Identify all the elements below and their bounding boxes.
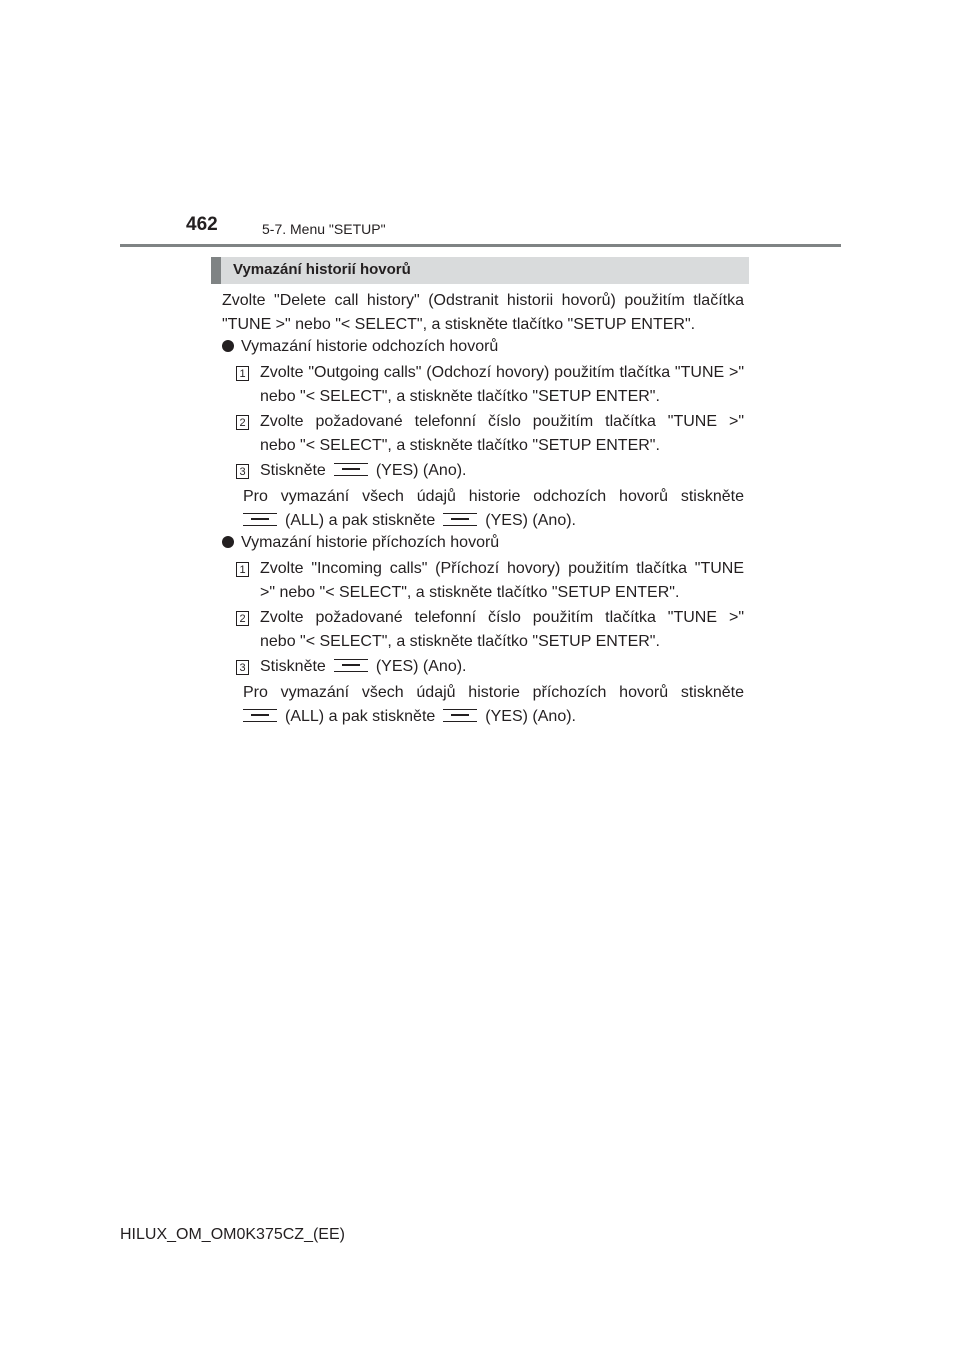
- step-number-2: 2: [236, 611, 249, 626]
- all-button-icon: [243, 513, 277, 526]
- section-heading: [211, 257, 749, 284]
- step-text-after: (YES) (Ano).: [375, 658, 467, 675]
- all-button-icon: [243, 709, 277, 722]
- step-number-1: 1: [236, 366, 249, 381]
- bullet-icon: [222, 536, 234, 548]
- page-number: 462: [186, 214, 218, 235]
- bullet-outgoing: [222, 335, 744, 359]
- step-text-after: (YES) (Ano).: [375, 462, 467, 479]
- outgoing-step-3: [260, 459, 744, 483]
- document-footer: HILUX_OM_OM0K375CZ_(EE): [120, 1226, 345, 1243]
- incoming-step-3: [260, 655, 744, 679]
- step-number-2: 2: [236, 415, 249, 430]
- incoming-step-2: [260, 606, 744, 654]
- section-heading-text: Vymazání historií hovorů: [233, 261, 411, 278]
- header-rule: [120, 244, 841, 247]
- bullet-incoming: [222, 531, 744, 555]
- yes-button-icon: [443, 709, 477, 722]
- yes-button-icon: [443, 513, 477, 526]
- step-line: nebo "< SELECT", a stiskněte tlačítko "SETUP ENTER".: [260, 437, 660, 454]
- note-line-2: [243, 705, 744, 729]
- step-line: Zvolte "Outgoing calls" (Odchozí hovory) použitím tlačítka "TUNE >": [260, 364, 744, 381]
- outgoing-note: [243, 485, 744, 533]
- yes-button-icon: [334, 659, 368, 672]
- step-text-before: Stiskněte: [260, 462, 326, 479]
- bullet-outgoing-text: Vymazání historie odchozích hovorů: [241, 338, 499, 355]
- incoming-step-1: [260, 557, 744, 605]
- intro-line: Zvolte "Delete call history" (Odstranit historii hovorů) použitím tlačítka: [222, 292, 744, 309]
- step-line: Zvolte požadované telefonní číslo použitím tlačítka "TUNE >": [260, 413, 744, 430]
- step-line: nebo "< SELECT", a stiskněte tlačítko "SETUP ENTER".: [260, 633, 660, 650]
- step-line: >" nebo "< SELECT", a stiskněte tlačítko "SETUP ENTER".: [260, 584, 680, 601]
- step-line: nebo "< SELECT", a stiskněte tlačítko "SETUP ENTER".: [260, 388, 660, 405]
- note-line: Pro vymazání všech údajů historie odchozích hovorů stiskněte: [243, 488, 744, 505]
- note-mid: (ALL) a pak stiskněte: [285, 512, 436, 529]
- incoming-note: [243, 681, 744, 729]
- step-number-1: 1: [236, 562, 249, 577]
- intro-paragraph: [222, 289, 744, 337]
- step-line: Zvolte "Incoming calls" (Příchozí hovory) použitím tlačítka "TUNE: [260, 560, 744, 577]
- outgoing-step-2: [260, 410, 744, 458]
- outgoing-step-1: [260, 361, 744, 409]
- step-number-3: 3: [236, 660, 249, 675]
- step-number-3: 3: [236, 464, 249, 479]
- yes-button-icon: [334, 463, 368, 476]
- note-line: Pro vymazání všech údajů historie příchozích hovorů stiskněte: [243, 684, 744, 701]
- section-title: 5-7. Menu "SETUP": [262, 221, 386, 237]
- note-end: (YES) (Ano).: [485, 512, 576, 529]
- note-mid: (ALL) a pak stiskněte: [285, 708, 436, 725]
- note-end: (YES) (Ano).: [485, 708, 576, 725]
- bullet-icon: [222, 340, 234, 352]
- bullet-incoming-text: Vymazání historie příchozích hovorů: [241, 534, 500, 551]
- note-line-2: [243, 509, 744, 533]
- intro-line: "TUNE >" nebo "< SELECT", a stiskněte tlačítko "SETUP ENTER".: [222, 316, 696, 333]
- step-text-before: Stiskněte: [260, 658, 326, 675]
- step-line: Zvolte požadované telefonní číslo použitím tlačítka "TUNE >": [260, 609, 744, 626]
